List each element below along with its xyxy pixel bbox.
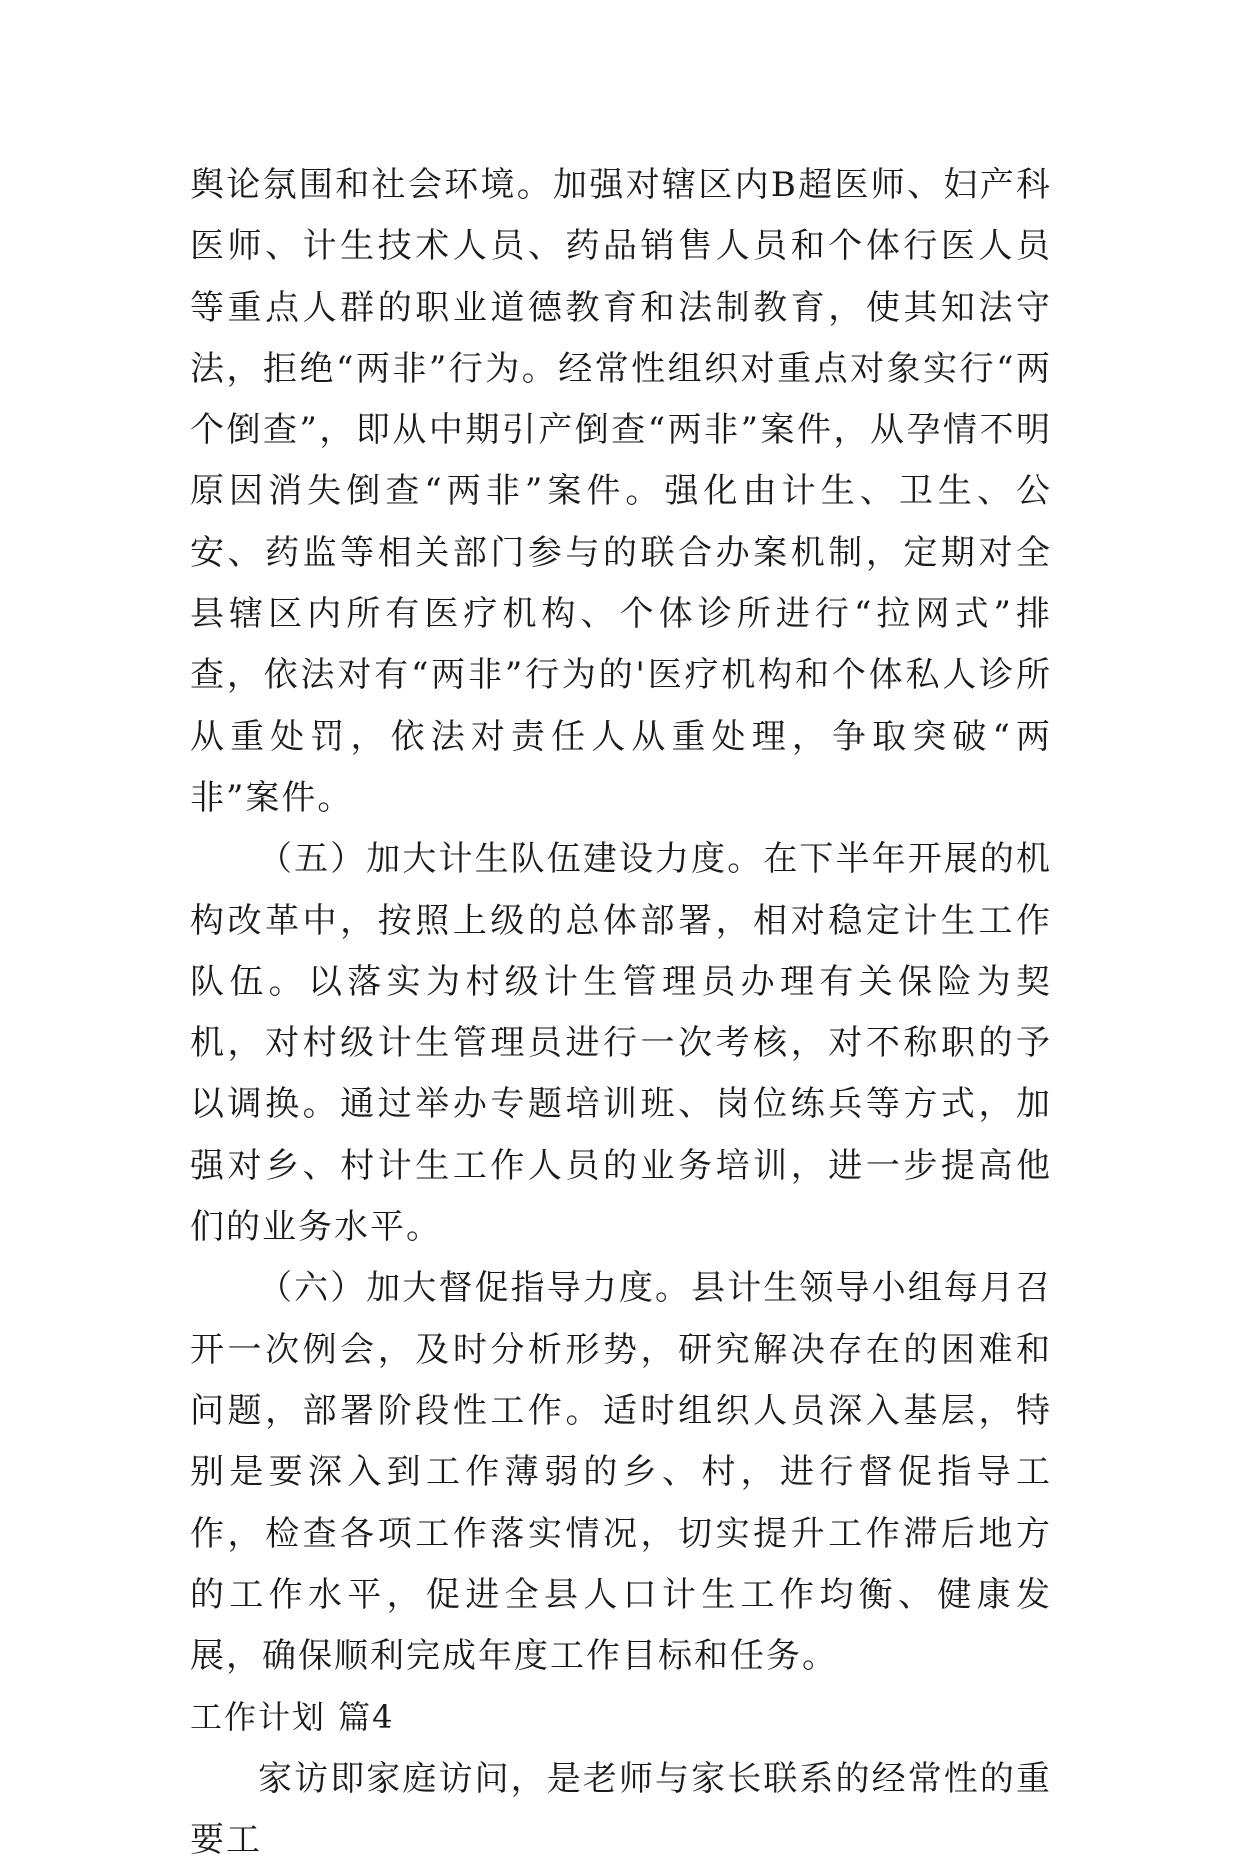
paragraph-team-building: （五）加大计生队伍建设力度。在下半年开展的机构改革中，按照上级的总体部署，相对稳定计生工作队伍。以落实为村级计生管理员办理有关保险为契机，对村级计生管理员进行一次考核，对不称职的予以调换。通过举办专题培训班、岗位练兵等方式，加强对乡、村计生工作人员的业务培训，进一步提高他们的业务水平。 (190, 839, 1052, 1248)
paragraph-home-visit: 家访即家庭访问，是老师与家长联系的经常性的重要工 (190, 1758, 1052, 1861)
paragraph-public-opinion: 舆论氛围和社会环境。加强对辖区内B超医师、妇产科医师、计生技术人员、药品销售人员和个体行医人员等重点人群的职业道德教育和法制教育，使其知法守法，拒绝“两非”行为。经常性组织对重点对象实行“两个倒查”，即从中期引产倒查“两非”案件，从孕情不明原因消失倒查“两非”案件。强化由计生、卫生、公安、药监等相关部门参与的联合办案机制，定期对全县辖区内所有医疗机构、个体诊所进行“拉网式”排查，依法对有“两非”行为的'医疗机构和个体私人诊所从重处罚，依法对责任人从重处理，争取突破“两非”案件。 (190, 165, 1052, 818)
section-heading: 工作计划 篇4 (190, 1698, 395, 1737)
paragraph-supervision: （六）加大督促指导力度。县计生领导小组每月召开一次例会，及时分析形势，研究解决存在的困难和问题，部署阶段性工作。适时组织人员深入基层，特别是要深入到工作薄弱的乡、村，进行督促指导工作，检查各项工作落实情况，切实提升工作滞后地方的工作水平，促进全县人口计生工作均衡、健康发展，确保顺利完成年度工作目标和任务。 (190, 1268, 1052, 1677)
document-body (190, 155, 1052, 1871)
